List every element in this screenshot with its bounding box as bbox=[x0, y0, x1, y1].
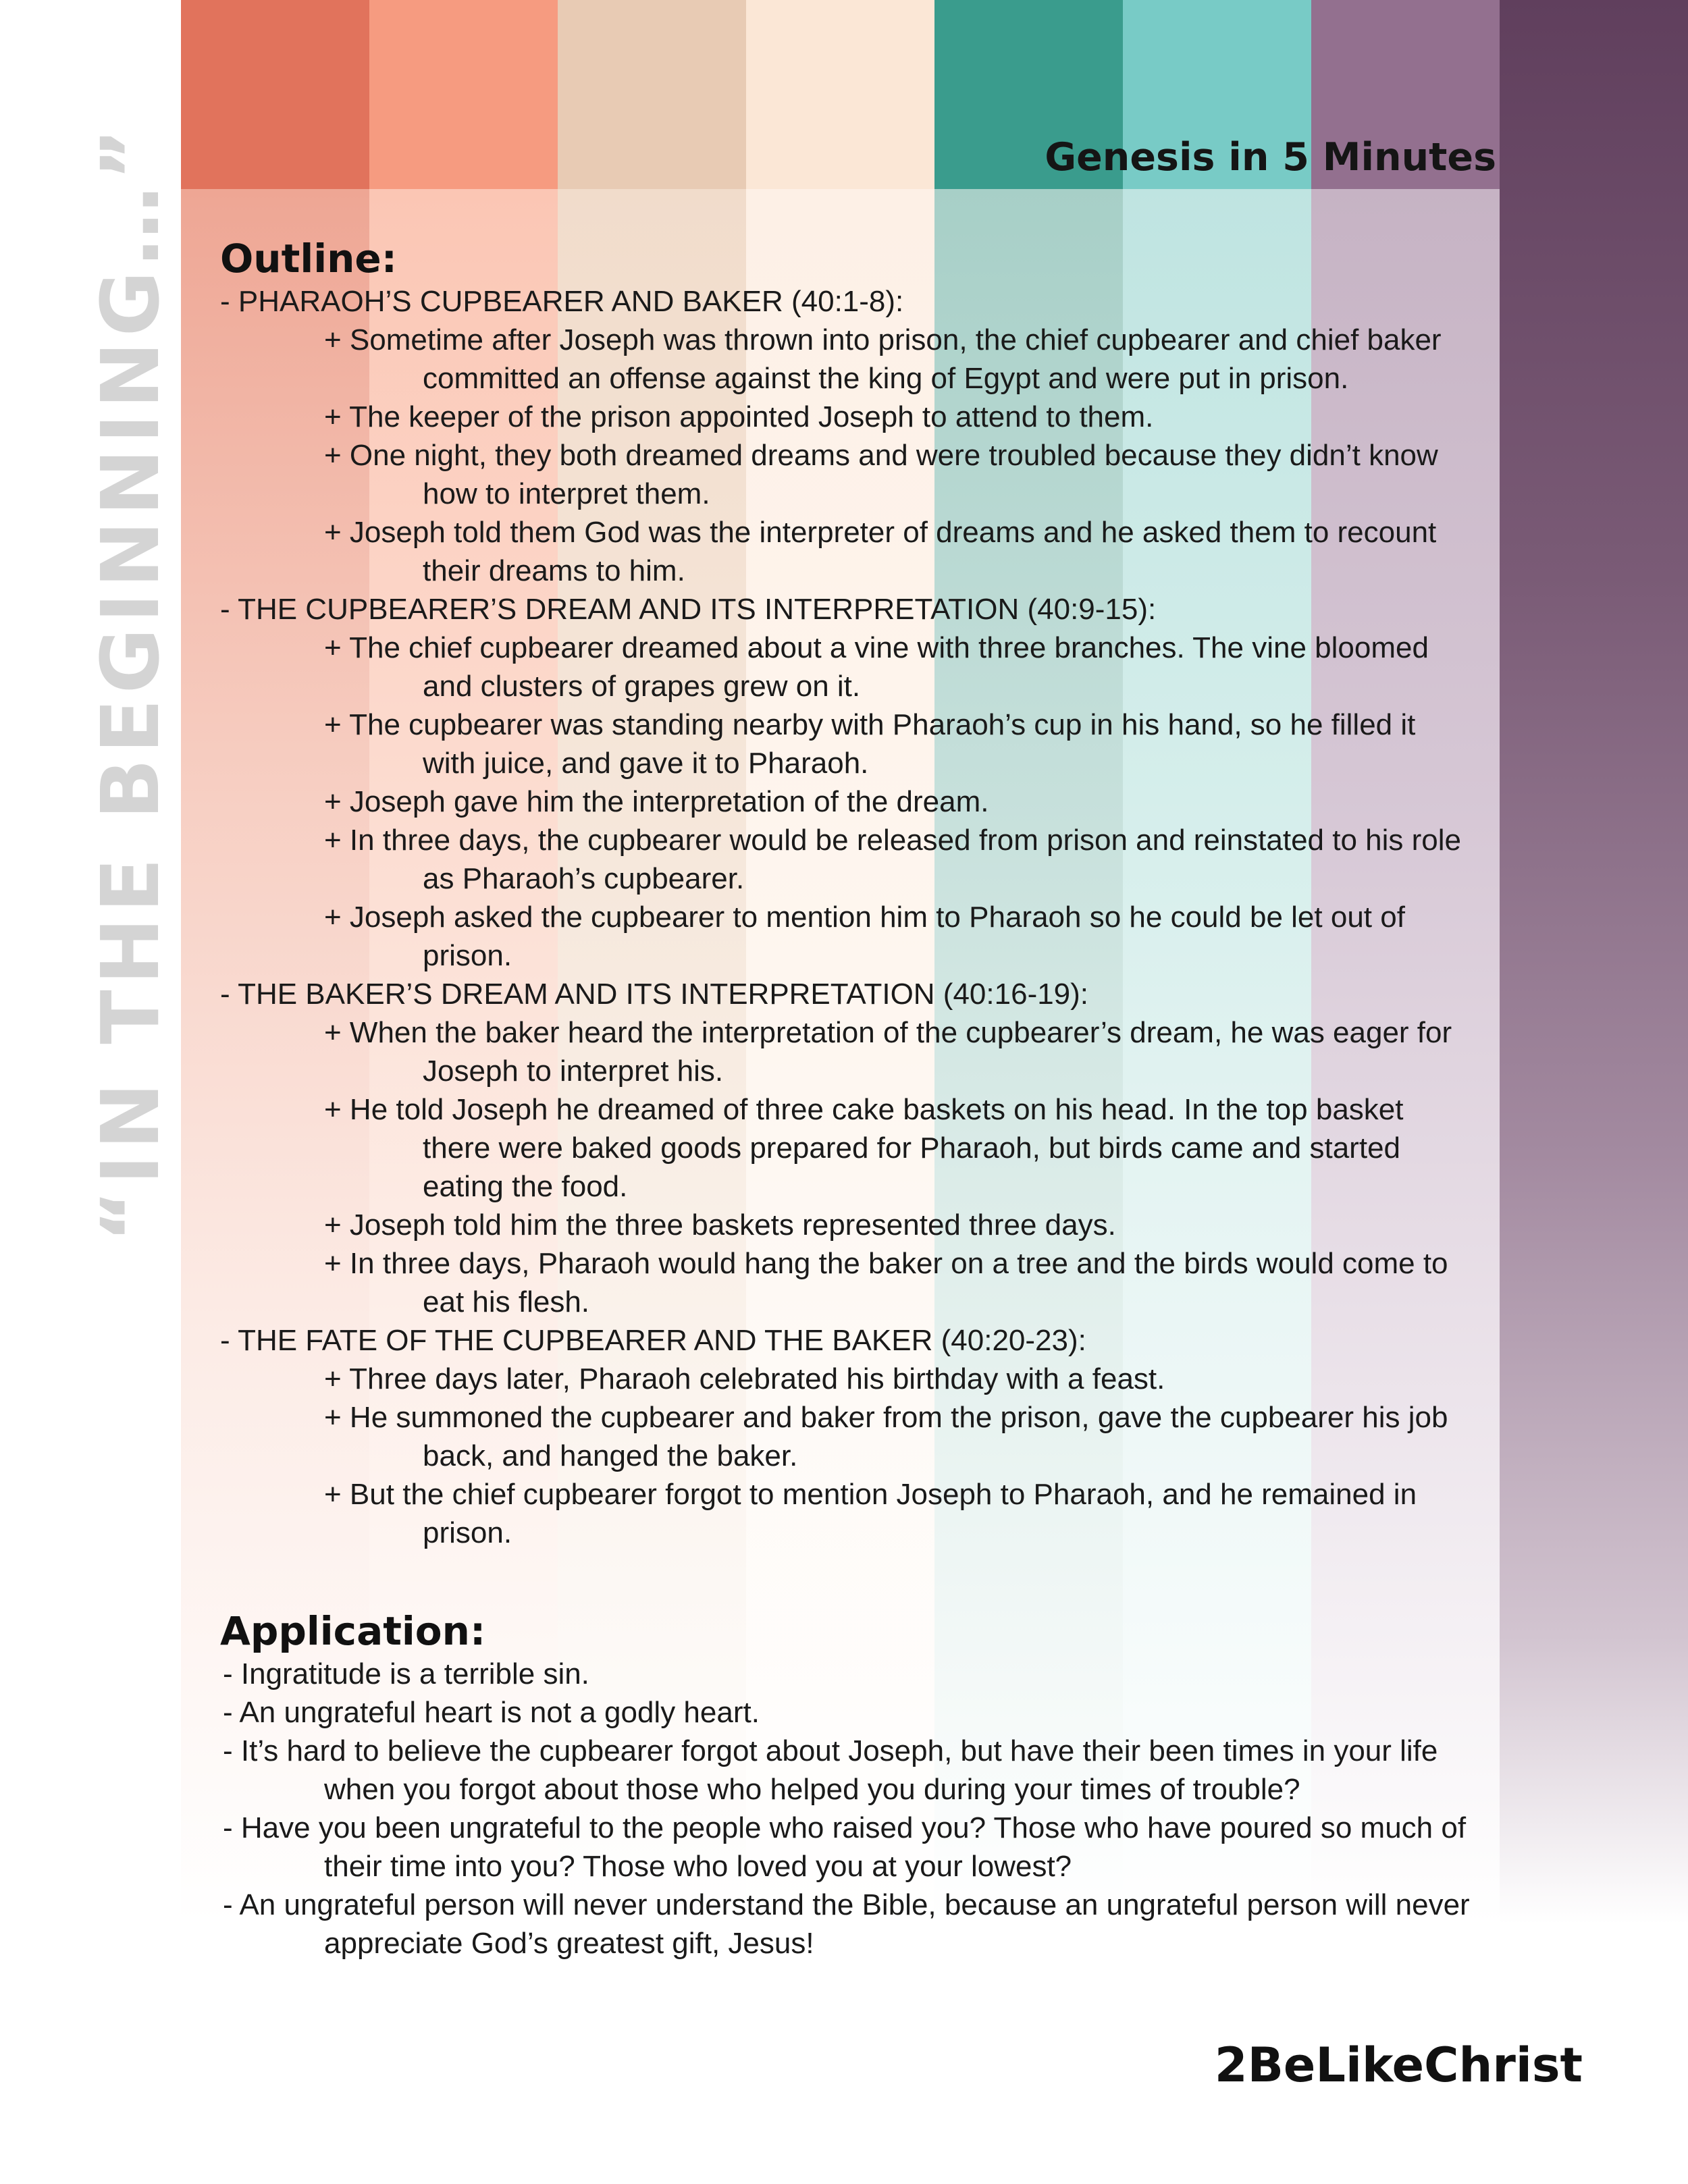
outline-section bbox=[220, 1321, 1476, 1552]
application-heading: Application: bbox=[220, 1608, 486, 1654]
outline-point: + The keeper of the prison appointed Joseph to attend to them. bbox=[324, 400, 1154, 433]
outline-point: + Joseph asked the cupbearer to mention him to Pharaoh so he could be let out of prison. bbox=[324, 901, 1405, 972]
application-item: - An ungrateful heart is not a godly heart. bbox=[223, 1696, 760, 1729]
vertical-title: “IN THE BEGINNING…” bbox=[84, 122, 177, 1242]
outline-point: + Three days later, Pharaoh celebrated his birthday with a feast. bbox=[324, 1362, 1165, 1395]
outline-point: + Joseph gave him the interpretation of the dream. bbox=[324, 785, 989, 818]
main-content bbox=[220, 235, 1476, 1963]
outline-point: + One night, they both dreamed dreams and were troubled because they didn’t know how to interpret them. bbox=[324, 439, 1438, 510]
outline-section-title: - PHARAOH’S CUPBEARER AND BAKER (40:1-8): bbox=[220, 285, 904, 318]
outline-section-title: - THE CUPBEARER’S DREAM AND ITS INTERPRETATION (40:9-15): bbox=[220, 593, 1157, 626]
outline-point: + The cupbearer was standing nearby with Pharaoh’s cup in his hand, so he filled it with juice, and gave it to Pharaoh. bbox=[324, 708, 1416, 780]
outline-list bbox=[220, 282, 1476, 1552]
outline-points bbox=[220, 629, 1476, 975]
outline-points bbox=[220, 321, 1476, 590]
outline-point: + He summoned the cupbearer and baker from the prison, gave the cupbearer his job back, and hanged the baker. bbox=[324, 1401, 1448, 1472]
outline-point: + Joseph told him the three baskets represented three days. bbox=[324, 1208, 1116, 1242]
outline-section bbox=[220, 975, 1476, 1321]
brand-logo[interactable]: 2BeLikeChrist bbox=[1214, 2037, 1583, 2093]
stripe-8 bbox=[1500, 0, 1688, 2184]
outline-point: + Joseph told them God was the interpreter of dreams and he asked them to recount their dreams to him. bbox=[324, 516, 1437, 587]
application-list bbox=[220, 1655, 1476, 1963]
outline-point: + Sometime after Joseph was thrown into prison, the chief cupbearer and chief baker committed an offense against the king of Egypt and were put in prison. bbox=[324, 323, 1442, 395]
outline-points bbox=[220, 1013, 1476, 1321]
outline-point: + When the baker heard the interpretation of the cupbearer’s dream, he was eager for Joseph to interpret his. bbox=[324, 1016, 1452, 1088]
outline-heading: Outline: bbox=[220, 236, 397, 282]
application-item: - Have you been ungrateful to the people who raised you? Those who have poured so much of their time into you? Those who loved you at your lowest? bbox=[223, 1811, 1467, 1883]
outline-section bbox=[220, 590, 1476, 975]
outline-point: + In three days, Pharaoh would hang the baker on a tree and the birds would come to eat his flesh. bbox=[324, 1247, 1448, 1319]
application-item: - An ungrateful person will never understand the Bible, because an ungrateful person will never appreciate God’s greatest gift, Jesus! bbox=[223, 1888, 1470, 1960]
outline-section bbox=[220, 282, 1476, 590]
outline-section-title: - THE BAKER’S DREAM AND ITS INTERPRETATION (40:16-19): bbox=[220, 978, 1089, 1011]
application-item: - Ingratitude is a terrible sin. bbox=[223, 1657, 589, 1690]
outline-section-title: - THE FATE OF THE CUPBEARER AND THE BAKER (40:20-23): bbox=[220, 1324, 1086, 1357]
outline-point: + He told Joseph he dreamed of three cake baskets on his head. In the top basket there were baked goods prepared for Pharaoh, but birds came and started eating the food. bbox=[324, 1093, 1404, 1203]
outline-point: + But the chief cupbearer forgot to mention Joseph to Pharaoh, and he remained in prison. bbox=[324, 1478, 1417, 1549]
application-item: - It’s hard to believe the cupbearer forgot about Joseph, but have their been times in your life when you forgot about those who helped you during your times of trouble? bbox=[223, 1734, 1438, 1806]
application-section bbox=[220, 1607, 1476, 1963]
outline-point: + In three days, the cupbearer would be released from prison and reinstated to his role as Pharaoh’s cupbearer. bbox=[324, 824, 1461, 895]
series-title: Genesis in 5 Minutes bbox=[1045, 135, 1496, 180]
outline-points bbox=[220, 1360, 1476, 1552]
outline-point: + The chief cupbearer dreamed about a vine with three branches. The vine bloomed and clusters of grapes grew on it. bbox=[324, 631, 1429, 703]
